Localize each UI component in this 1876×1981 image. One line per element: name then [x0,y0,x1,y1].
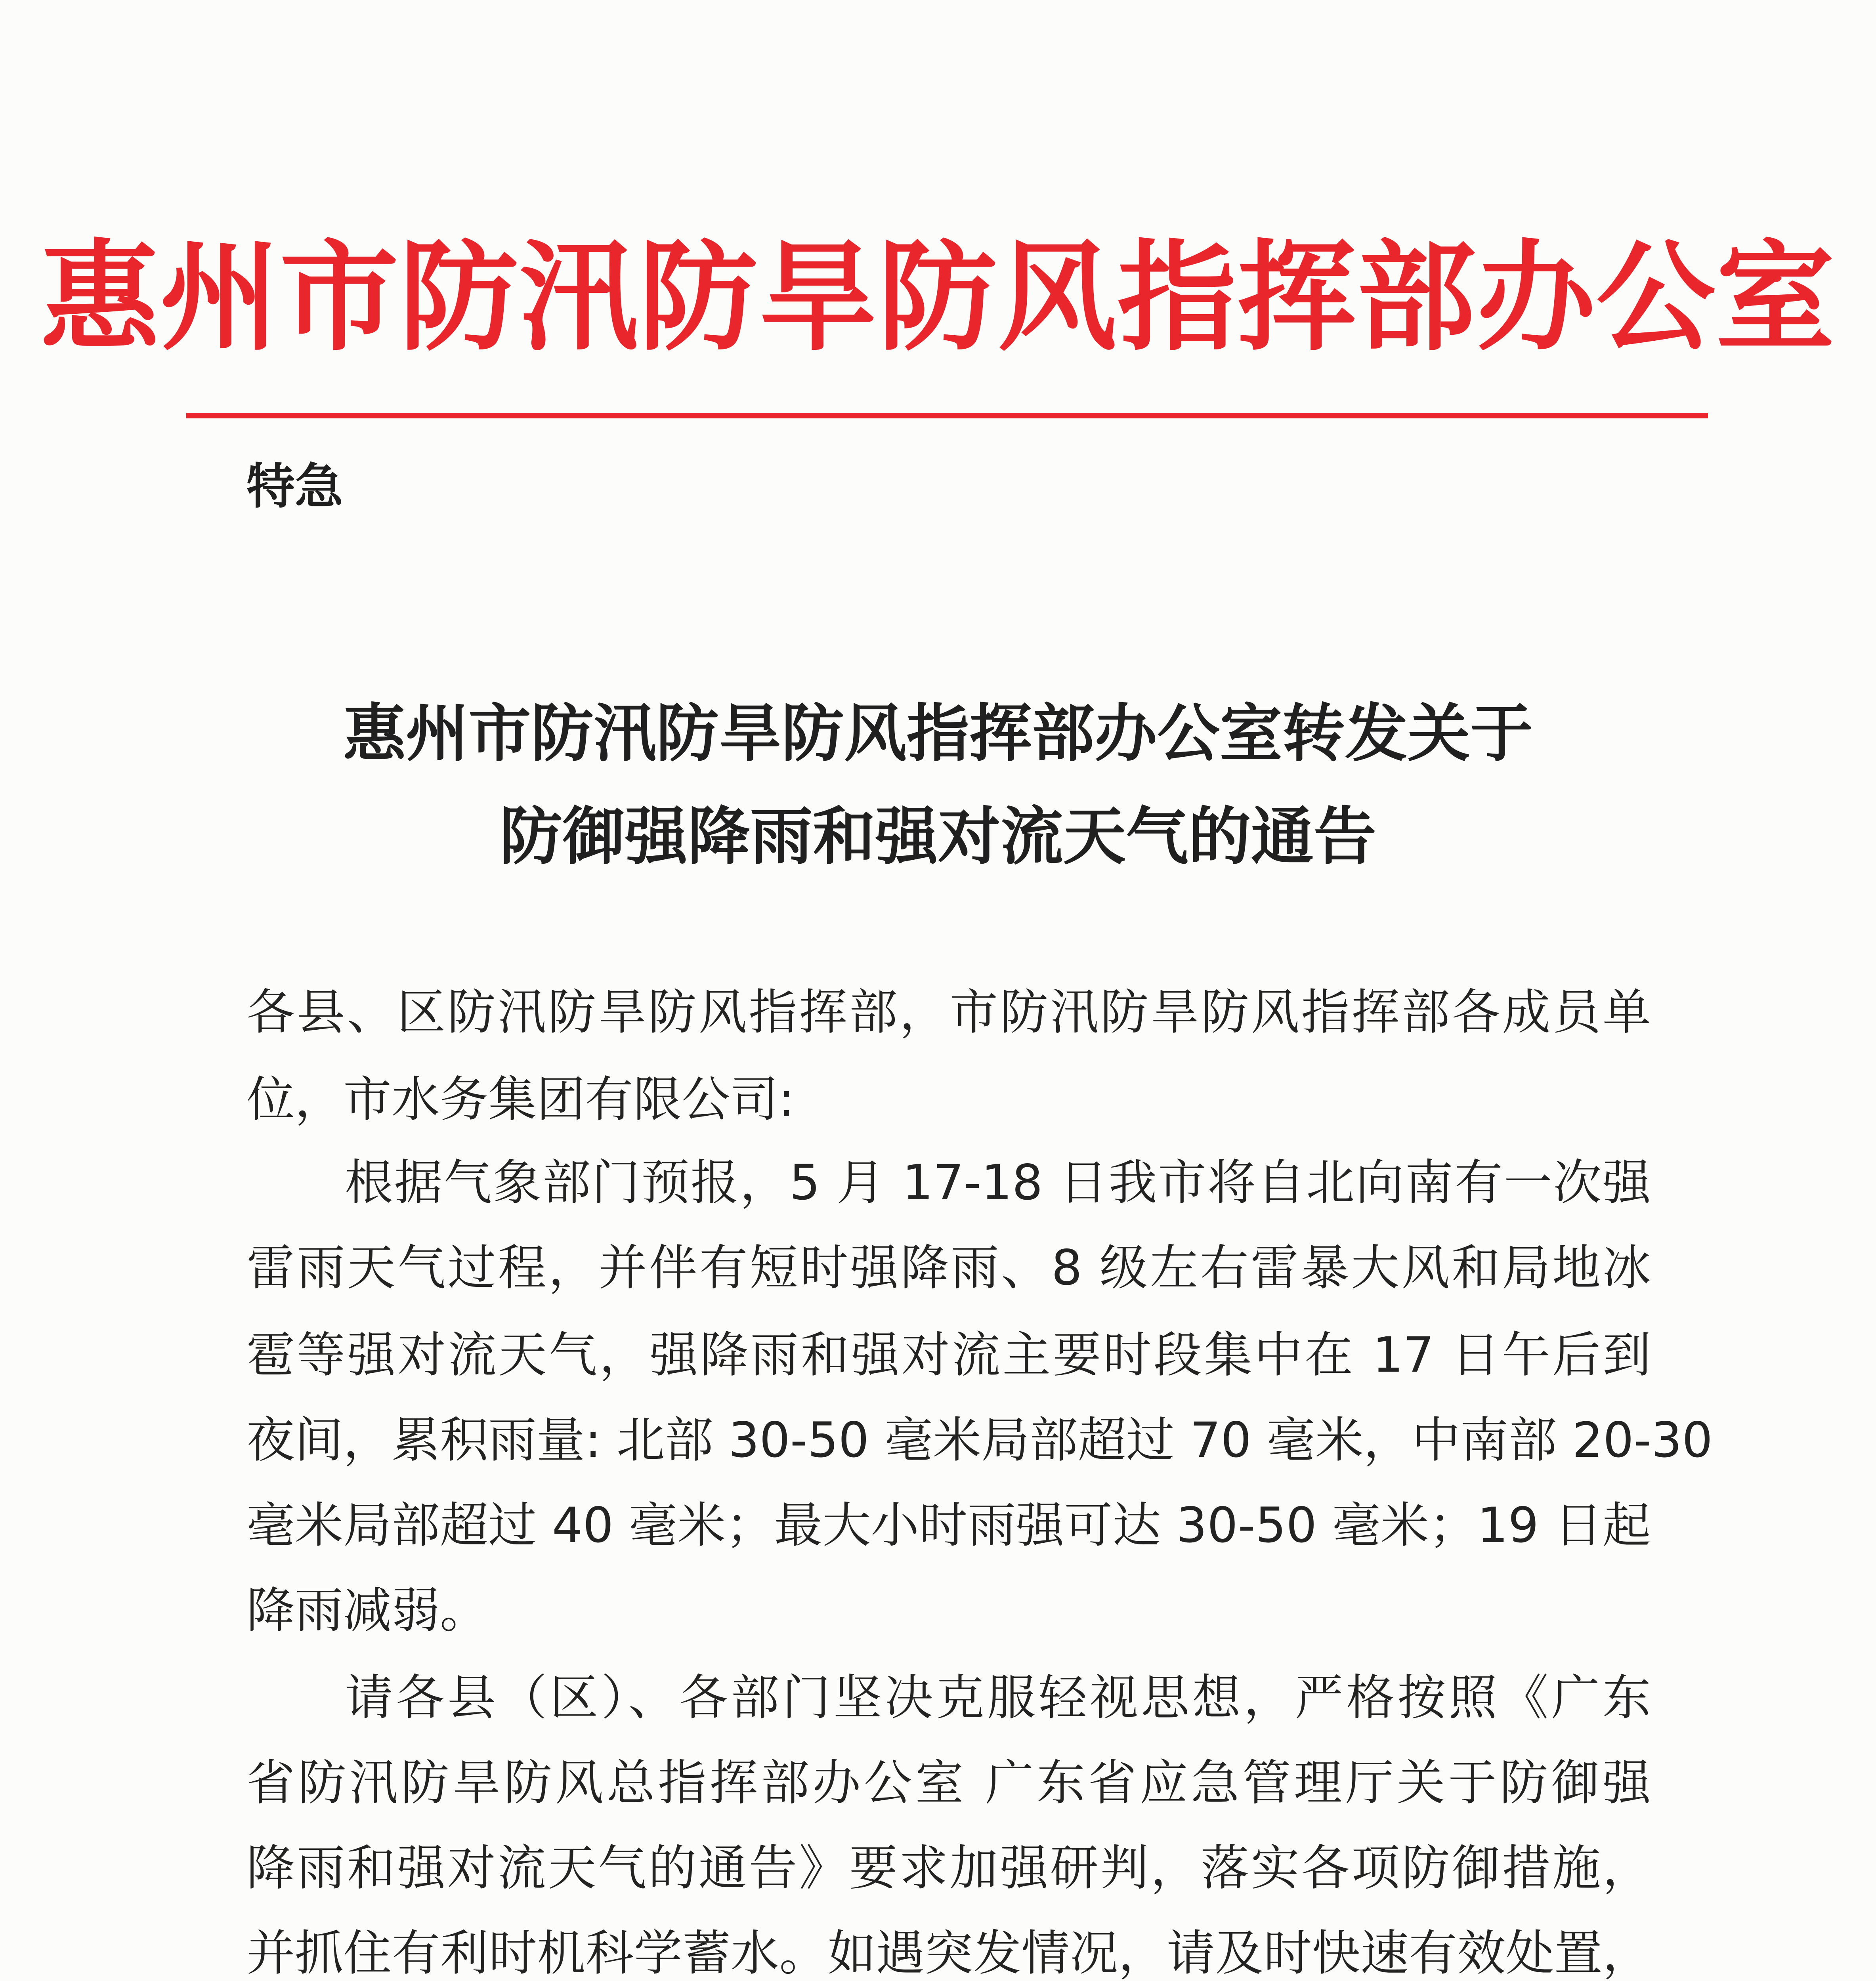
masthead-divider [186,413,1708,418]
body-line: 各县、区防汛防旱防风指挥部，市防汛防旱防风指挥部各成员单 [246,984,1651,1040]
body-line: 请各县（区）、各部门坚决克服轻视思想，严格按照《广东 [345,1670,1651,1726]
body-line: 降雨和强对流天气的通告》要求加强研判，落实各项防御措施， [246,1840,1651,1896]
body-line: 毫米局部超过 40 毫米；最大小时雨强可达 30-50 毫米；19 日起 [246,1497,1651,1554]
body-line: 并抓住有利时机科学蓄水。如遇突发情况，请及时快速有效处置， [246,1925,1651,1981]
body-line: 降雨减弱。 [246,1582,488,1639]
body-line: 夜间，累积雨量: 北部 30-50 毫米局部超过 70 毫米，中南部 20-30 [246,1412,1713,1468]
notice-title-line-1: 惠州市防汛防旱防风指挥部办公室转发关于 [343,697,1533,770]
notice-title-line-2: 防御强降雨和强对流天气的通告 [500,800,1376,873]
body-line: 雷雨天气过程，并伴有短时强降雨、8 级左右雷暴大风和局地冰 [246,1240,1651,1296]
body-line: 雹等强对流天气，强降雨和强对流主要时段集中在 17 日午后到 [246,1327,1651,1383]
urgency-label: 特急 [246,458,343,515]
masthead-org-name: 惠州市防汛防旱防风指挥部办公室 [40,227,1836,367]
body-line: 省防汛防旱防风总指挥部办公室 广东省应急管理厅关于防御强 [246,1755,1651,1811]
body-line: 位，市水务集团有限公司: [246,1071,795,1128]
body-line: 根据气象部门预报，5 月 17-18 日我市将自北向南有一次强 [345,1155,1651,1211]
